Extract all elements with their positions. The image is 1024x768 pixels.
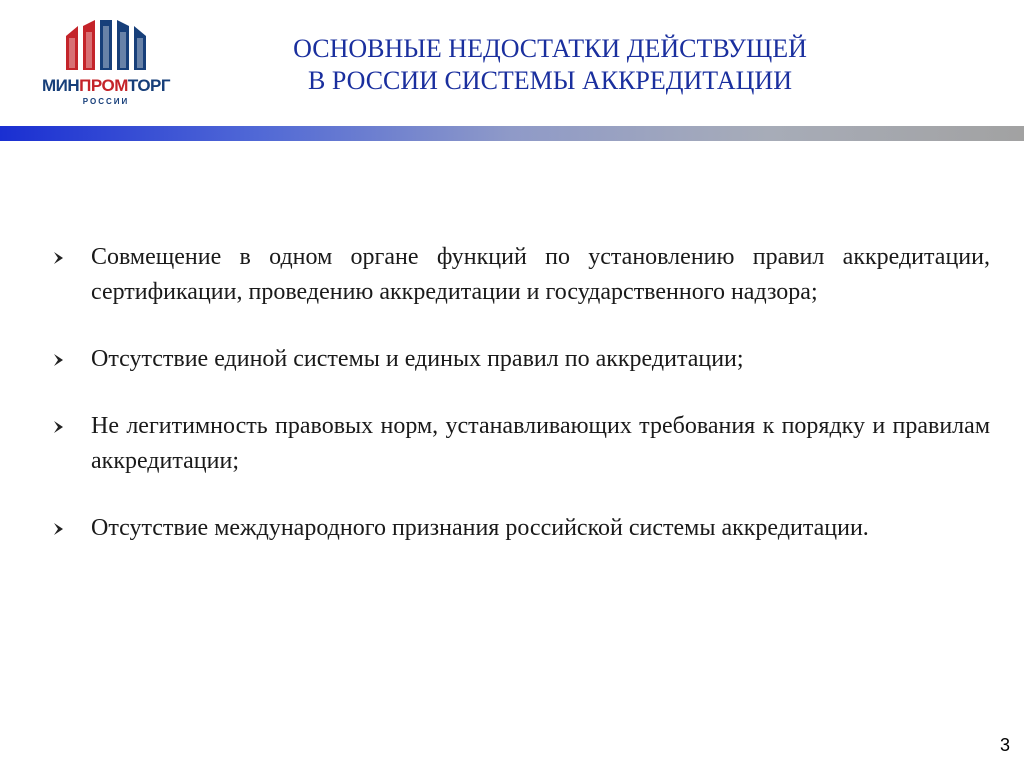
building-columns-logo-icon — [66, 20, 146, 72]
slide-title-line1: ОСНОВНЫЕ НЕДОСТАТКИ ДЕЙСТВУЩЕЙ — [293, 34, 807, 63]
slide-title-line2: В РОССИИ СИСТЕМЫ АККРЕДИТАЦИИ — [308, 66, 792, 95]
bullet-text: Отсутствие международного признания российской системы аккредитации. — [91, 515, 869, 541]
header-divider-bar — [0, 126, 1024, 141]
chevron-right-icon — [51, 251, 65, 265]
logo-wordmark — [38, 76, 174, 96]
bullet-item — [46, 342, 990, 377]
bullet-item — [46, 240, 990, 310]
bullet-item — [46, 409, 990, 479]
page-number: 3 — [999, 735, 1010, 755]
bullet-text: Отсутствие единой системы и единых правил по аккредитации; — [91, 346, 744, 372]
bullet-text: Совмещение в одном органе функций по установлению правил аккредитации, сертификации, проведению аккредитации и государственного надзора; — [91, 244, 990, 305]
logo-word-part2: ПРОМ — [79, 76, 128, 95]
logo-subtitle: РОССИИ — [82, 97, 130, 106]
bullet-list — [46, 240, 990, 578]
slide-title — [200, 33, 900, 97]
bullet-item — [46, 511, 990, 546]
ministry-logo — [38, 20, 174, 106]
logo-word-part1: МИН — [41, 76, 80, 95]
chevron-right-icon — [51, 522, 65, 536]
logo-word-part3: ТОРГ — [127, 76, 171, 95]
chevron-right-icon — [51, 353, 65, 367]
bullet-text: Не легитимность правовых норм, устанавливающих требования к порядку и правилам аккредитации; — [91, 413, 990, 474]
chevron-right-icon — [51, 420, 65, 434]
